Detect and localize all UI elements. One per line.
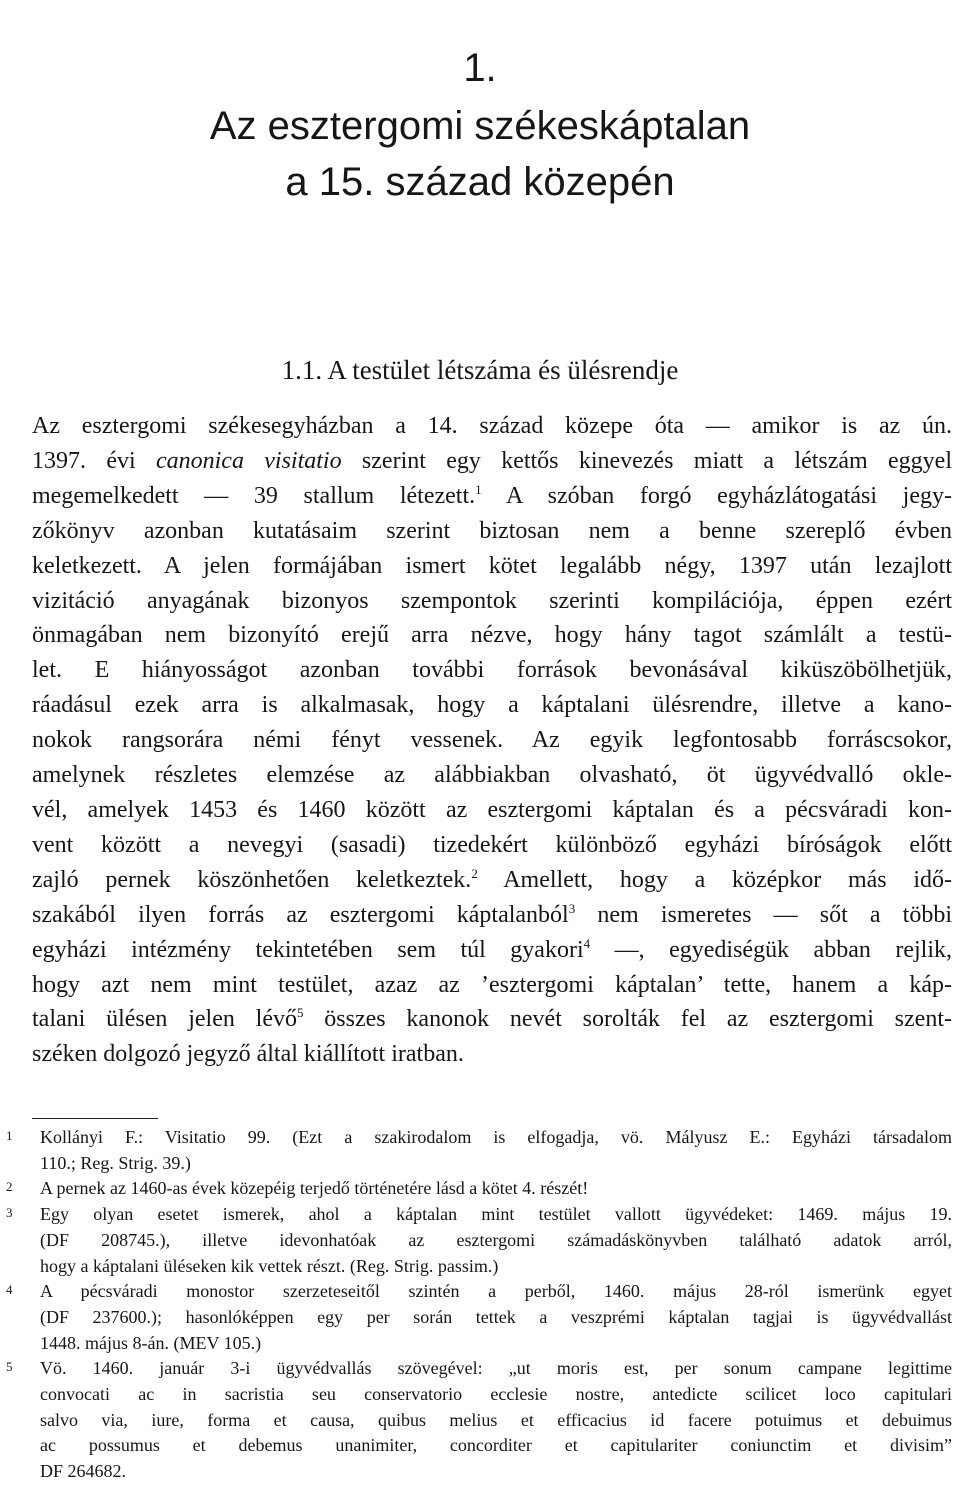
section-heading: 1.1. A testület létszáma és ülésrendje: [281, 355, 679, 385]
footnote: [0, 1279, 960, 1356]
footnote-line: ac possumus et debemus unanimiter, concorditer et capitulariter coniunctim et divisim”: [40, 1435, 952, 1456]
italic-term: canonica visitatio: [155, 447, 342, 474]
footnote-ref[interactable]: 3: [568, 900, 576, 916]
body-line: amelynek részletes elemzése az alábbiakban olvasható, öt ügyvédvalló okle-: [32, 762, 952, 789]
body-line: szakából ilyen forrás az esztergomi káptalanból$^3$ nem ismeretes — sőt a többi: [32, 900, 953, 928]
body-line: vent között a nevegyi (sasadi) tizedekért különböző egyházi bíróságok előtt: [32, 831, 952, 858]
footnote-line: A pécsváradi monostor szerzeteseitől szintén a perből, 1460. május 28-ról ismerünk egyet: [40, 1281, 952, 1302]
body-line: talani ülésen jelen lévő$^5$ összes kanonok nevét sorolták fel az esztergomi szent-: [32, 1005, 952, 1033]
footnote-number: 2: [6, 1179, 13, 1195]
body-line: széken dolgozó jegyző által kiállított iratban.: [32, 1041, 464, 1068]
footnote-number: 3: [6, 1205, 13, 1221]
body-line: 1397. évi canonica visitatio szerint egy kettős kinevezés miatt a létszám eggyel: [32, 447, 952, 474]
footnote-ref[interactable]: 1: [475, 481, 482, 497]
body-line: ráadásul ezek arra is alkalmasak, hogy a káptalani ülésrendre, illetve a kano-: [32, 692, 952, 719]
footnote-text: [40, 1279, 952, 1356]
body-line: nokok rangsorára némi fényt vessenek. Az egyik legfontosabb forráscsokor,: [32, 727, 952, 754]
footnote: [0, 1356, 960, 1485]
body-line: egyházi intézmény tekintetében sem túl gyakori$^4$ —, egyediségük abban rejlik,: [32, 935, 952, 963]
footnote-divider: [32, 1118, 158, 1119]
body-line: önmagában nem bizonyító erejű arra nézve, hogy hány tagot számlált a testü-: [32, 622, 952, 649]
footnote-line: convocati ac in sacristia seu conservatorio ecclesie nostre, antedicte scilicet loco capitulari: [40, 1384, 952, 1405]
footnote: [0, 1125, 960, 1176]
chapter-title-line: Az esztergomi székeskáptalan: [209, 104, 751, 148]
chapter-title: [0, 98, 960, 210]
footnote-line: Egy olyan esetet ismerek, ahol a káptalan mint testület vallott ügyvédeket: 1469. május 19.: [40, 1204, 952, 1225]
footnote-line: (DF 208745.), illetve idevonhatóak az esztergomi számadáskönyvben található adatok arról,: [40, 1229, 952, 1250]
body-line: zőkönyv azonban kutatásaim szerint biztosan nem a benne szereplő évben: [32, 517, 952, 544]
footnote-line: hogy a káptalani üléseken kik vettek részt. (Reg. Strig. passim.): [40, 1255, 499, 1276]
chapter-number: 1.: [463, 46, 497, 90]
body-line: vél, amelyek 1453 és 1460 között az esztergomi káptalan és a pécsváradi kon-: [32, 796, 952, 823]
footnote-line: DF 264682.: [40, 1461, 127, 1482]
body-line: megemelkedett — 39 stallum létezett.$^1$ A szóban forgó egyházlátogatási jegy-: [32, 481, 952, 509]
footnote-line: 1448. május 8-án. (MEV 105.): [40, 1332, 262, 1353]
footnote-number: 1: [6, 1128, 13, 1143]
body-line: let. E hiányosságot azonban további források bevonásával kiküszöbölhetjük,: [32, 657, 952, 684]
footnote-line: 110.; Reg. Strig. 39.): [40, 1152, 191, 1173]
footnote-line: Kollányi F.: Visitatio 99. (Ezt a szakirodalom is elfogadja, vö. Mályusz E.: Egyházi társadalom: [40, 1127, 952, 1147]
footnote-line: salvo via, iure, forma et causa, quibus melius et efficacius id facere potuimus et debuimus: [40, 1409, 952, 1430]
footnote-number: 5: [6, 1359, 13, 1375]
chapter-title-line: a 15. század közepén: [285, 160, 675, 204]
footnote-text: [40, 1202, 952, 1279]
footnote-text: [40, 1176, 952, 1202]
footnote-text: [40, 1356, 952, 1485]
footnotes: [0, 1125, 960, 1485]
footnote-line: Vö. 1460. január 3-i ügyvédvallás szövegével: „ut moris est, per sonum campane legittime: [40, 1358, 952, 1379]
footnote: [0, 1202, 960, 1279]
body-line: zajló pernek köszönhetően keletkeztek.$^2$ Amellett, hogy a középkor más idő-: [32, 865, 953, 893]
footnote: [0, 1176, 960, 1202]
body-line: hogy azt nem mint testület, azaz az ’esztergomi káptalan’ tette, hanem a káp-: [32, 971, 952, 998]
footnote-ref[interactable]: 5: [297, 1005, 304, 1021]
footnote-line: A pernek az 1460-as évek közepéig terjedő történetére lásd a kötet 4. részét!: [40, 1178, 589, 1199]
body-paragraph: [32, 409, 952, 1072]
footnote-line: (DF 237600.); hasonlóképpen egy per során tettek a veszprémi káptalan tagjai is ügyvédvallást: [40, 1306, 952, 1327]
footnote-ref[interactable]: 2: [471, 865, 478, 881]
body-line: keletkezett. A jelen formájában ismert kötet legalább négy, 1397 után lezajlott: [32, 552, 952, 579]
footnote-ref[interactable]: 4: [583, 935, 591, 951]
body-line: Az esztergomi székesegyházban a 14. század közepe óta — amikor is az ún.: [32, 413, 952, 439]
body-line: vizitáció anyagának bizonyos szempontok szerinti kompilációja, éppen ezért: [32, 587, 952, 614]
footnote-text: [40, 1125, 952, 1176]
footnote-number: 4: [6, 1282, 13, 1298]
